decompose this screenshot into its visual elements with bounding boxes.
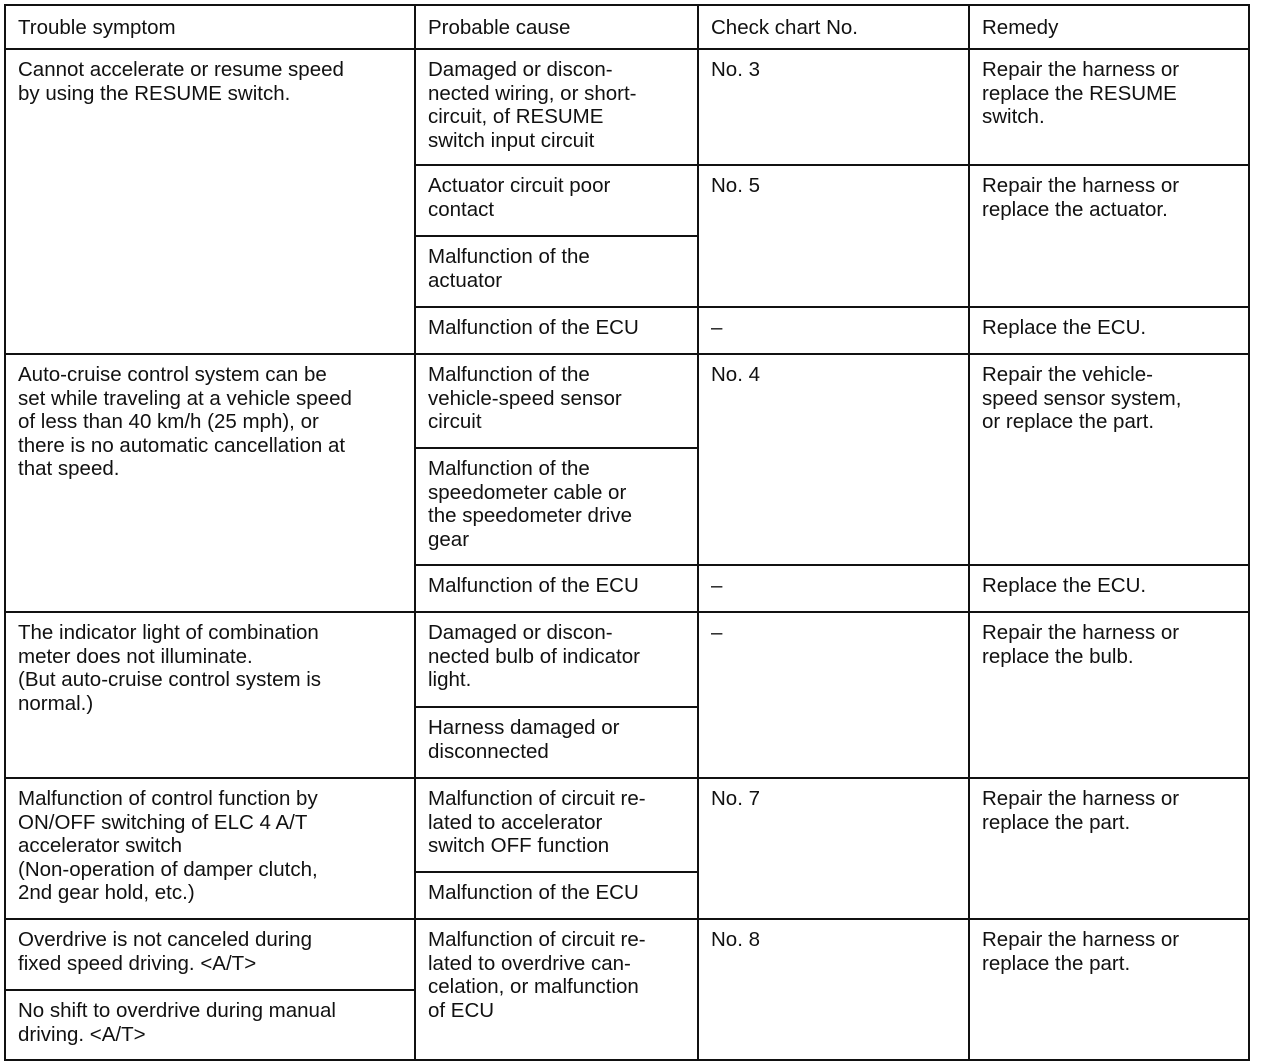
cause-cell: Malfunction of circuit re- lated to overdrive can- celation, or malfunction of ECU (415, 919, 698, 1060)
cause-cell: Harness damaged or disconnected (415, 707, 698, 778)
cause-cell: Damaged or discon- nected wiring, or short- circuit, of RESUME switch input circuit (415, 49, 698, 165)
chart-no-cell: No. 7 (698, 778, 969, 919)
table-row (5, 354, 1249, 448)
cause-cell: Malfunction of the ECU (415, 307, 698, 354)
header-trouble-symptom: Trouble symptom (5, 5, 415, 49)
header-probable-cause: Probable cause (415, 5, 698, 49)
cause-cell: Malfunction of the speedometer cable or the speedometer drive gear (415, 448, 698, 565)
cause-cell: Damaged or discon- nected bulb of indicator light. (415, 612, 698, 707)
header-row (5, 5, 1249, 49)
cause-cell: Malfunction of circuit re- lated to accelerator switch OFF function (415, 778, 698, 872)
chart-no-cell: No. 5 (698, 165, 969, 307)
remedy-cell: Replace the ECU. (969, 565, 1249, 612)
header-check-chart-no: Check chart No. (698, 5, 969, 49)
cause-cell: Malfunction of the ECU (415, 565, 698, 612)
table-row (5, 919, 1249, 990)
cause-cell: Malfunction of the actuator (415, 236, 698, 307)
remedy-cell: Repair the harness or replace the bulb. (969, 612, 1249, 778)
cause-cell: Actuator circuit poor contact (415, 165, 698, 236)
symptom-cell: Overdrive is not canceled during fixed speed driving. <A/T> (5, 919, 415, 990)
table-row (5, 612, 1249, 707)
chart-no-cell: No. 8 (698, 919, 969, 1060)
symptom-cell: The indicator light of combination meter does not illuminate. (But auto-cruise control system is normal.) (5, 612, 415, 778)
remedy-cell: Repair the harness or replace the actuator. (969, 165, 1249, 307)
symptom-cell: Malfunction of control function by ON/OFF switching of ELC 4 A/T accelerator switch (Non-operation of damper clutch, 2nd gear hold, etc.) (5, 778, 415, 919)
symptom-cell: No shift to overdrive during manual driving. <A/T> (5, 990, 415, 1060)
table-row (5, 49, 1249, 165)
chart-no-cell: – (698, 307, 969, 354)
troubleshooting-table (4, 4, 1250, 1061)
chart-no-cell: – (698, 565, 969, 612)
symptom-cell: Cannot accelerate or resume speed by using the RESUME switch. (5, 49, 415, 354)
chart-no-cell: No. 3 (698, 49, 969, 165)
cause-cell: Malfunction of the ECU (415, 872, 698, 919)
header-remedy: Remedy (969, 5, 1249, 49)
table-row (5, 778, 1249, 872)
remedy-cell: Repair the harness or replace the part. (969, 919, 1249, 1060)
symptom-cell: Auto-cruise control system can be set while traveling at a vehicle speed of less than 40 km/h (25 mph), or there is no automatic cancellation at that speed. (5, 354, 415, 612)
remedy-cell: Replace the ECU. (969, 307, 1249, 354)
chart-no-cell: No. 4 (698, 354, 969, 565)
chart-no-cell: – (698, 612, 969, 778)
remedy-cell: Repair the vehicle- speed sensor system, or replace the part. (969, 354, 1249, 565)
cause-cell: Malfunction of the vehicle-speed sensor circuit (415, 354, 698, 448)
remedy-cell: Repair the harness or replace the RESUME switch. (969, 49, 1249, 165)
remedy-cell: Repair the harness or replace the part. (969, 778, 1249, 919)
